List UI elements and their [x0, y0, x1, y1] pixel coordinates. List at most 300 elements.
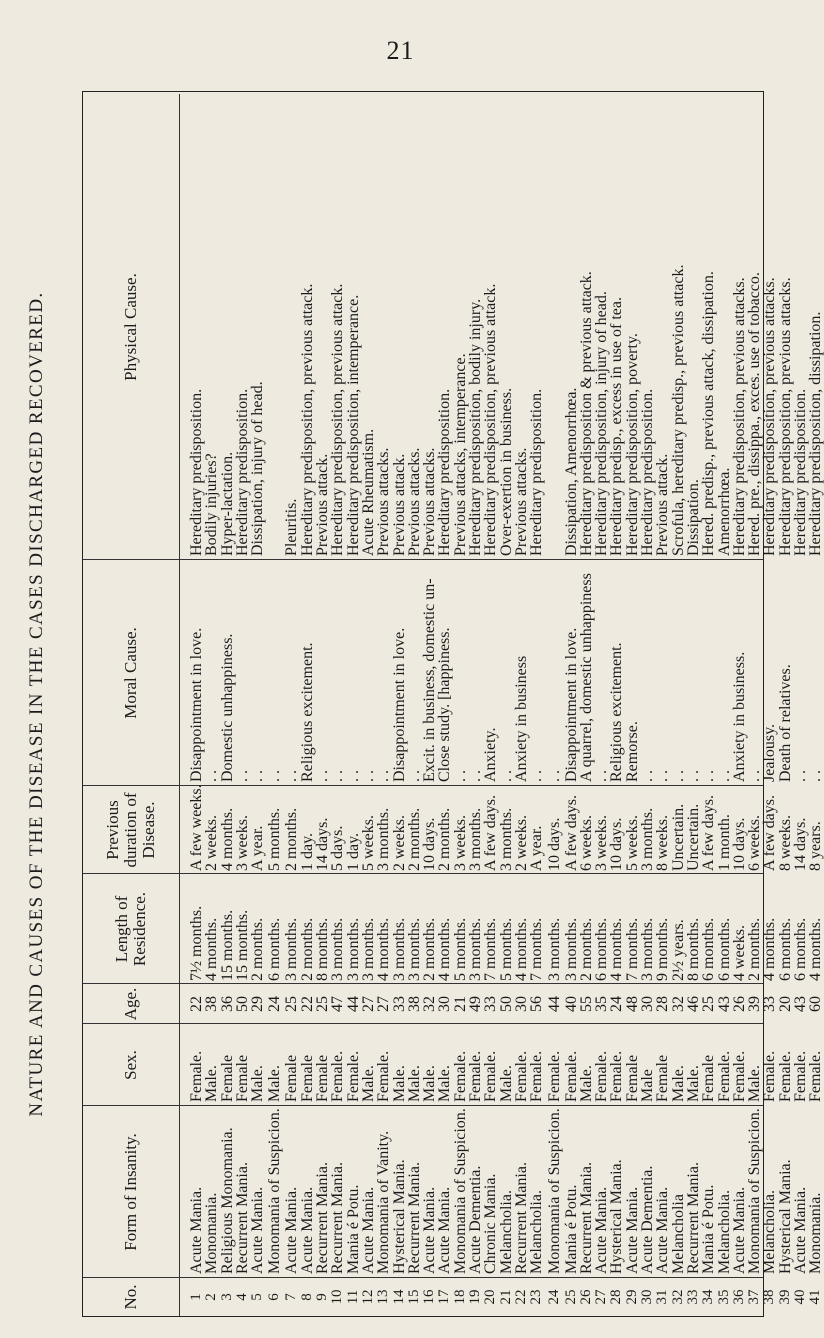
phys-cell: Hereditary predisposition.	[233, 388, 251, 556]
sex-cell: Male	[639, 1069, 657, 1102]
moral-cell: . .	[314, 770, 332, 782]
phys-cell: Hyper-lactation.	[218, 451, 236, 556]
sex-cell: Male.	[390, 1065, 408, 1102]
no-cell: 23	[528, 1289, 545, 1305]
res-cell: 4 months.	[761, 917, 779, 981]
page-number: 21	[386, 36, 415, 65]
moral-cell: . .	[669, 770, 687, 782]
no-cell: 21	[497, 1289, 514, 1305]
form-cell: Hysterical Mania.	[390, 1159, 408, 1274]
phys-cell: Previous attack.	[390, 453, 408, 556]
sex-cell: Female.	[807, 1050, 824, 1102]
res-cell: 3 months.	[639, 917, 657, 981]
sex-cell: Female.	[776, 1050, 794, 1102]
form-cell: Acute Mania.	[249, 1186, 267, 1274]
no-cell: 29	[623, 1289, 640, 1305]
form-cell: Melancholia.	[497, 1190, 515, 1274]
res-cell: 6 months.	[791, 917, 809, 981]
sex-cell: Female.	[528, 1050, 546, 1102]
sex-cell: Female.	[344, 1050, 362, 1102]
sex-cell: Male.	[669, 1065, 687, 1102]
form-cell: Monomania of Suspicion.	[266, 1108, 284, 1274]
age-cells	[179, 984, 824, 1024]
moral-cell: . .	[593, 770, 611, 782]
moral-cell: Death of relatives.	[776, 664, 794, 782]
moral-cell: Excit. in business, domestic un-	[421, 578, 439, 782]
moral-cell: . .	[233, 770, 251, 782]
phys-cell: Hereditary predisposition, previous attacks.	[776, 277, 794, 556]
res-cell: 15 months.	[218, 909, 236, 981]
res-cell: 8 months.	[314, 917, 332, 981]
prev-cell: Uncertain.	[684, 803, 702, 871]
rotated-table-frame	[26, 91, 824, 1317]
age-cell: 50	[497, 996, 515, 1012]
form-cell: Mania é Potu.	[344, 1184, 362, 1274]
res-cell: 7 months.	[482, 917, 500, 981]
moral-cause-cells	[179, 560, 824, 786]
moral-cell: . .	[715, 770, 733, 782]
age-cell: 24	[608, 996, 626, 1012]
age-cell: 38	[405, 996, 423, 1012]
sex-cell: Male.	[577, 1065, 595, 1102]
age-cell: 44	[545, 996, 563, 1012]
no-cell: 41	[807, 1289, 824, 1305]
age-cell: 32	[421, 996, 439, 1012]
res-cell: 2 months.	[421, 917, 439, 981]
age-cell: 25	[314, 996, 332, 1012]
moral-cell: . .	[329, 770, 347, 782]
moral-cell: . .	[249, 770, 267, 782]
phys-cell: Previous attacks.	[375, 447, 393, 556]
sex-cell: Female.	[329, 1050, 347, 1102]
moral-cell: Anxiety.	[482, 727, 500, 782]
res-cell: 5 months.	[497, 917, 515, 981]
no-cell: 30	[639, 1289, 656, 1305]
prev-cell: 10 days.	[608, 817, 626, 871]
res-cell: 6 months.	[593, 917, 611, 981]
age-cell: 48	[623, 996, 641, 1012]
phys-cell: Hereditary predisposition, previous attack.	[482, 283, 500, 556]
res-cell: 6 months.	[266, 917, 284, 981]
age-cell: 35	[593, 996, 611, 1012]
age-cell: 43	[715, 996, 733, 1012]
moral-cell: Disappointment in love.	[188, 627, 205, 782]
sex-cell: Male.	[359, 1065, 377, 1102]
column-length-of-residence	[83, 873, 824, 984]
form-cell: Recurrent Mania.	[684, 1162, 702, 1274]
phys-cell: Hereditary predisposition.	[639, 388, 657, 556]
phys-cell: Previous attack.	[654, 453, 672, 556]
prev-cell: 2 months.	[436, 807, 454, 871]
age-cell: 38	[203, 996, 221, 1012]
header-age: Age.	[83, 984, 180, 1024]
no-cell: 20	[482, 1289, 499, 1305]
moral-cell: Anxiety in business	[512, 655, 530, 782]
no-cell: 32	[669, 1289, 686, 1305]
sex-cell: Female	[314, 1054, 332, 1102]
sex-cell: Female.	[761, 1050, 779, 1102]
sex-cell: Male.	[497, 1065, 515, 1102]
prev-cell: 5 weeks.	[623, 815, 641, 871]
form-cell: Melancholia	[669, 1194, 687, 1274]
sex-cell: Male.	[266, 1065, 284, 1102]
phys-cell: Over-exertion in business.	[497, 387, 515, 556]
moral-cell: Domestic unhappiness.	[218, 633, 236, 782]
sex-cell: Female.	[562, 1050, 580, 1102]
moral-cell: . .	[375, 770, 393, 782]
moral-cell: . .	[497, 770, 515, 782]
form-cell: Chronic Mania.	[482, 1173, 500, 1274]
phys-cell: Previous attacks, intemperance.	[451, 353, 469, 556]
prev-cell: 3 weeks.	[233, 815, 251, 871]
phys-cell: Dissipation, injury of head.	[249, 381, 267, 556]
res-cell: 7 months.	[623, 917, 641, 981]
prev-cell: 2 months.	[405, 807, 423, 871]
no-cell: 11	[344, 1289, 361, 1305]
prev-cell: 3 months.	[467, 807, 485, 871]
age-cell: 24	[266, 996, 284, 1012]
physical-cause-cells	[179, 94, 824, 560]
phys-cell: Scrofula, hereditary predisp., previous attack.	[669, 264, 687, 556]
prev-cell: 6 weeks.	[577, 815, 595, 871]
header-number: No.	[83, 1278, 180, 1316]
phys-cell: Hered. predisp., previous attack, dissipation.	[700, 271, 718, 556]
moral-cell: . .	[359, 770, 377, 782]
sex-cell: Male.	[684, 1065, 702, 1102]
form-cell: Monomania of Suspicion.	[451, 1108, 469, 1274]
res-cell: 5 months.	[451, 917, 469, 981]
age-cell: 43	[791, 996, 809, 1012]
moral-cell: Religious excitement.	[608, 642, 626, 782]
moral-cell: Disappointment in love.	[562, 627, 580, 782]
prev-cell: 6 weeks.	[746, 815, 764, 871]
sex-cell: Female.	[791, 1050, 809, 1102]
moral-cell: . .	[654, 770, 672, 782]
form-cell: Recurrent Mania.	[233, 1162, 251, 1274]
phys-cell: Bodily injuries?	[203, 453, 221, 556]
res-cell: 15 months.	[233, 909, 251, 981]
sex-cell: Female.	[730, 1050, 748, 1102]
header-length-of-residence: Length of Residence.	[83, 874, 180, 984]
moral-cell: . .	[467, 770, 485, 782]
no-cell: 3	[218, 1293, 235, 1301]
no-cell: 38	[761, 1289, 778, 1305]
res-cell: 8 months.	[684, 917, 702, 981]
res-cell: 4 months.	[608, 917, 626, 981]
form-cell: Monomania of Vanity.	[375, 1130, 393, 1274]
sex-cell: Female.	[512, 1050, 530, 1102]
form-cell: Recurrent Mania.	[329, 1162, 347, 1274]
sex-cell: Female	[283, 1054, 301, 1102]
form-cell: Acute Mania.	[421, 1186, 439, 1274]
res-cell: 4 months.	[436, 917, 454, 981]
age-cell: 33	[761, 996, 779, 1012]
age-cell: 60	[807, 996, 824, 1012]
prev-cell: A year.	[249, 825, 267, 871]
prev-cell: A few weeks.	[188, 784, 205, 871]
res-cell: 9 months.	[654, 917, 672, 981]
no-cell: 6	[266, 1293, 283, 1301]
sex-cell: Female.	[467, 1050, 485, 1102]
phys-cell: Hereditary predisposition, bodily injury.	[467, 298, 485, 556]
res-cell: 4 months.	[375, 917, 393, 981]
prev-cell: 1 day.	[298, 832, 316, 871]
phys-cell: Hereditary predisposition, intemperance.	[344, 294, 362, 556]
sex-cell: Female	[623, 1054, 641, 1102]
moral-cell: . .	[807, 770, 824, 782]
prev-cell: 10 days.	[545, 817, 563, 871]
moral-cell: . .	[545, 770, 563, 782]
prev-cell: 14 days.	[314, 817, 332, 871]
moral-cell: . .	[203, 770, 221, 782]
phys-cell: Hereditary predisp., excess in use of tea.	[608, 296, 626, 556]
phys-cell	[265, 94, 284, 560]
form-cell: Recurrent Mania.	[577, 1162, 595, 1274]
age-cell: 28	[654, 996, 672, 1012]
res-cell: 6 months.	[776, 917, 794, 981]
prev-cell: 5 months.	[266, 807, 284, 871]
phys-cell: Hereditary predisposition, previous attack.	[329, 283, 347, 556]
age-cell: 30	[436, 996, 454, 1012]
prev-cell: 4 months.	[218, 807, 236, 871]
phys-cell: Dissipation, Amenorrhœa.	[562, 387, 580, 556]
prev-cell: 3 months.	[639, 807, 657, 871]
prev-cell: 3 weeks.	[593, 815, 611, 871]
res-cell: 6 months.	[715, 917, 733, 981]
sex-cell: Female.	[608, 1050, 626, 1102]
moral-cell: A quarrel, domestic unhappiness	[577, 573, 595, 782]
table-title: NATURE AND CAUSES OF THE DISEASE IN THE CASES DISCHARGED RECOVERED.	[26, 291, 47, 1117]
form-cell: Monomania.	[807, 1192, 824, 1274]
no-cell: 26	[577, 1289, 594, 1305]
res-cell: 3 months.	[359, 917, 377, 981]
sex-cell: Female.	[482, 1050, 500, 1102]
moral-cell: Jealousy.	[761, 723, 779, 782]
age-cell: 50	[233, 996, 251, 1012]
age-cell: 49	[467, 996, 485, 1012]
sex-cell: Male.	[203, 1065, 221, 1102]
prev-cell: 10 days.	[421, 817, 439, 871]
sex-cell: Female.	[375, 1050, 393, 1102]
res-cell: 6 months.	[700, 917, 718, 981]
form-cell: Recurrent Mania.	[512, 1162, 530, 1274]
no-cell: 27	[593, 1289, 610, 1305]
age-cell: 20	[776, 996, 794, 1012]
moral-cell: . .	[639, 770, 657, 782]
age-cell: 25	[700, 996, 718, 1012]
header-moral-cause: Moral Cause.	[83, 560, 180, 786]
prev-cell: Uncertain.	[669, 803, 687, 871]
res-cell: 3 months.	[545, 917, 563, 981]
form-cell: Monomania of Suspicion.	[545, 1108, 563, 1274]
form-cell: Acute Mania.	[359, 1186, 377, 1274]
age-cell: 46	[684, 996, 702, 1012]
age-cell: 29	[249, 996, 267, 1012]
prev-cell: 8 weeks.	[654, 815, 672, 871]
res-cell: 2 months.	[298, 917, 316, 981]
prev-cell: A year.	[528, 825, 546, 871]
age-cell: 36	[218, 996, 236, 1012]
prev-cell: A few days.	[482, 795, 500, 871]
sex-cell: Female.	[188, 1050, 205, 1102]
res-cell: 2 months.	[746, 917, 764, 981]
no-cell: 13	[375, 1289, 392, 1305]
phys-cell: Hereditary predisposition, previous attacks.	[730, 277, 748, 556]
prev-cell: 2 weeks.	[203, 815, 221, 871]
sex-cell: Male.	[746, 1065, 764, 1102]
phys-cell: Hereditary predisposition, previous attacks.	[761, 277, 779, 556]
moral-cell: . .	[700, 770, 718, 782]
prev-cell: 3 months.	[375, 807, 393, 871]
prev-cell: A few days.	[761, 795, 779, 871]
moral-cell: . .	[684, 770, 702, 782]
prev-cell: 5 days.	[329, 825, 347, 871]
age-cell: 44	[344, 996, 362, 1012]
column-age	[83, 983, 824, 1024]
sex-cell: Female.	[545, 1050, 563, 1102]
moral-cell: Disappointment in love.	[390, 627, 408, 782]
prev-cell: 8 years.	[807, 821, 824, 871]
no-cell: 34	[700, 1289, 717, 1305]
form-cell: Acute Mania.	[436, 1186, 454, 1274]
form-cell: Recurrent Mania.	[314, 1162, 332, 1274]
prev-cell: 10 days.	[730, 817, 748, 871]
moral-cell: . .	[344, 770, 362, 782]
form-cells	[179, 1106, 824, 1278]
column-previous-duration	[83, 784, 824, 874]
res-cell: 3 months.	[283, 917, 301, 981]
residence-cells	[179, 874, 824, 984]
phys-cell: Previous attacks.	[421, 447, 439, 556]
no-cell: 5	[249, 1293, 266, 1301]
phys-cell: Hereditary predisposition.	[528, 388, 546, 556]
prev-cell: A few days.	[700, 795, 718, 871]
sex-cell: Female.	[593, 1050, 611, 1102]
header-previous-duration: Previous duration of Disease.	[83, 786, 180, 874]
age-cell: 33	[390, 996, 408, 1012]
phys-cell: Hered. pre., dissippa., exces. use of tobacco.	[746, 272, 764, 556]
age-cell: 26	[730, 996, 748, 1012]
moral-cell: . .	[405, 770, 423, 782]
no-cell: 7	[283, 1293, 300, 1301]
no-cell: 4	[233, 1293, 250, 1301]
no-cell: 37	[746, 1289, 763, 1305]
form-cell: Acute Mania.	[654, 1186, 672, 1274]
sex-cell: Male.	[421, 1065, 439, 1102]
form-cell: Mania é Potu.	[562, 1184, 580, 1274]
prev-cell: 2 weeks.	[512, 815, 530, 871]
age-cell: 56	[528, 996, 546, 1012]
phys-cell: Previous attacks.	[405, 447, 423, 556]
no-cell: 31	[654, 1289, 671, 1305]
phys-cell: Hereditary predisposition.	[791, 388, 809, 556]
sex-cell: Female	[654, 1054, 672, 1102]
age-cell: 25	[283, 996, 301, 1012]
res-cell: 4 months.	[807, 917, 824, 981]
res-cell: 4 months.	[512, 917, 530, 981]
no-cell: 28	[608, 1289, 625, 1305]
header-sex: Sex.	[83, 1024, 180, 1106]
column-number	[83, 1277, 824, 1316]
no-cell: 16	[421, 1289, 438, 1305]
header-physical-cause: Physical Cause.	[83, 94, 180, 560]
prev-cell: 3 weeks.	[451, 815, 469, 871]
age-cell: 30	[639, 996, 657, 1012]
sex-cell: Male.	[436, 1065, 454, 1102]
age-cell: 22	[188, 996, 205, 1012]
res-cell: 3 months.	[405, 917, 423, 981]
no-cell: 10	[329, 1289, 346, 1305]
age-cell: 33	[482, 996, 500, 1012]
form-cell: Acute Mania.	[188, 1186, 205, 1274]
age-cell: 27	[359, 996, 377, 1012]
phys-cell	[545, 94, 564, 560]
res-cell: 7 months.	[528, 917, 546, 981]
form-cell: Acute Mania.	[730, 1186, 748, 1274]
form-cell: Acute Mania.	[623, 1186, 641, 1274]
prev-cell: 2 weeks.	[390, 815, 408, 871]
form-cell: Acute Mania.	[298, 1186, 316, 1274]
no-cell: 2	[203, 1293, 220, 1301]
moral-cell: . .	[746, 770, 764, 782]
phys-cell: Acute Rheumatism.	[359, 428, 377, 556]
moral-cell: Anxiety in business.	[730, 651, 748, 782]
form-cell: Acute Mania.	[283, 1186, 301, 1274]
sex-cell: Male.	[249, 1065, 267, 1102]
sex-cell: Female.	[451, 1050, 469, 1102]
moral-cell: Close study. [happiness.	[436, 627, 454, 782]
phys-cell: Hereditary predisposition, poverty.	[623, 333, 641, 556]
age-cell: 47	[329, 996, 347, 1012]
form-cell: Melancholia.	[761, 1190, 779, 1274]
res-cell: 4 months.	[203, 917, 221, 981]
res-cell: 3 months.	[467, 917, 485, 981]
res-cell: 2½ years.	[669, 919, 687, 981]
previous-duration-cells	[179, 784, 824, 874]
phys-cell: Pleuritis.	[283, 498, 301, 556]
prev-cell: A few days.	[562, 795, 580, 871]
no-cell: 25	[562, 1289, 579, 1305]
phys-cell: Hereditary predisposition, dissipation.	[807, 311, 824, 556]
form-cell: Recurrent Mania.	[405, 1162, 423, 1274]
form-cell: Acute Dementia.	[639, 1165, 657, 1274]
res-cell: 2 months.	[249, 917, 267, 981]
phys-cell: Dissipation.	[684, 479, 702, 556]
phys-cell: Hereditary predisposition, injury of head.	[593, 291, 611, 556]
res-cell: 7½ months.	[188, 905, 205, 981]
sex-cell: Female	[700, 1054, 718, 1102]
phys-cell: Amenorrhœa.	[715, 467, 733, 556]
res-cell: 2 months.	[577, 917, 595, 981]
no-cell: 24	[545, 1289, 562, 1305]
sex-cell: Female	[298, 1054, 316, 1102]
column-physical-cause	[83, 94, 824, 560]
column-moral-cause	[83, 559, 824, 786]
no-cell: 39	[776, 1289, 793, 1305]
form-cell: Melancholia.	[528, 1190, 546, 1274]
sex-cell: Male.	[405, 1065, 423, 1102]
prev-cell: 2 months.	[283, 807, 301, 871]
res-cell: 3 months.	[329, 917, 347, 981]
form-cell: Acute Mania.	[593, 1186, 611, 1274]
no-cell: 14	[390, 1289, 407, 1305]
age-cell: 21	[451, 996, 469, 1012]
age-cell: 30	[512, 996, 530, 1012]
no-cell: 35	[715, 1289, 732, 1305]
age-cell: 32	[669, 996, 687, 1012]
no-cell: 19	[467, 1289, 484, 1305]
form-cell: Religious Monomania.	[218, 1127, 236, 1274]
